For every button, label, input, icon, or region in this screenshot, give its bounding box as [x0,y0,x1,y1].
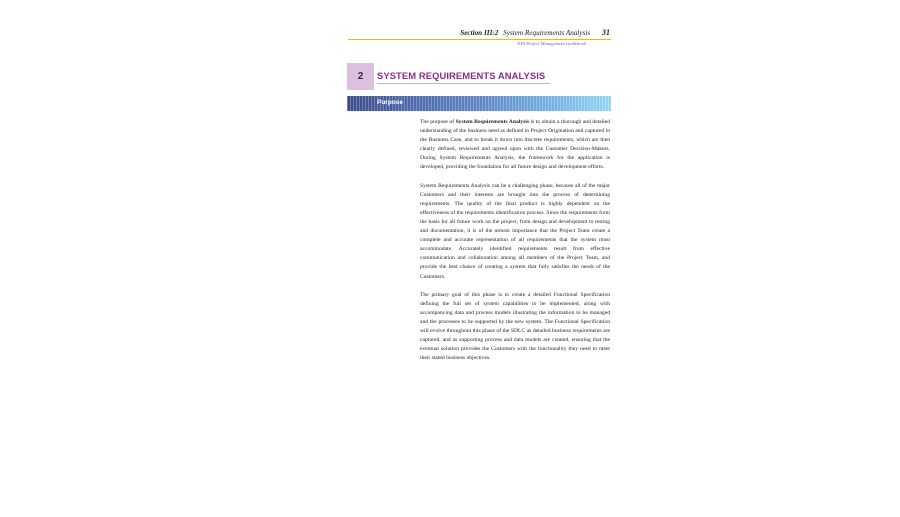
chapter-title: SYSTEM REQUIREMENTS ANALYSIS [377,70,550,84]
page-number: 31 [602,28,610,37]
section-banner-label: Purpose [377,99,404,106]
running-head-title: System Requirements Analysis [503,29,591,37]
paragraph-1-rest: is to obtain a thorough and detailed understanding of the business need as defined in Project Origination and captured in the Business Case, and to break it down into discrete requirements, which are then clearly defined, reviewed and agreed upon with the Customer Decision-Makers. During System Requirements Analysis, the framework for the application is developed, providing the foundation for all future design and development efforts. [420,119,610,171]
chapter-number-box [347,63,374,90]
section-banner [347,96,611,111]
paragraph-1-term: System Requirements Analysis [455,119,529,125]
chapter-number: 2 [357,71,364,82]
paragraph-1 [420,118,610,173]
body-text [420,118,610,372]
paragraph-1-lead: The purpose of [420,119,456,125]
running-head [348,28,611,40]
running-head-section: Section III:2 [460,29,499,37]
guidebook-subheading: NYS Project Management Guidebook [517,41,586,46]
running-head-line [460,28,610,38]
paragraph-2: System Requirements Analysis can be a challenging phase, because all of the major Customers and their interests are brought into the process of determining requirements. The quality of the final product is highly dependent on the effectiveness of the requirements identification process. Since the requirements form the basis for all future work on the project, from design and development to testing and documentation, it is of the utmost importance that the Project Team create a complete and accurate representation of all requirements that the system must accommodate. Accurately identified requirements result from effective communication and collaboration among all members of the Project Team, and provide the best chance of creating a system that fully satisfies the needs of the Customers. [420,182,610,280]
paragraph-3: The primary goal of this phase is to create a detailed Functional Specification defining the full set of system capabilities to be implemented, along with accompanying data and process models illustrating the information to be managed and the processes to be supported by the new system. The Functional Specification will evolve throughout this phase of the SDLC as detailed business requirements are captured, and as supporting process and data models are created, ensuring that the eventual solution provides the Customers with the functionality they need to meet their stated business objectives. [420,291,610,362]
